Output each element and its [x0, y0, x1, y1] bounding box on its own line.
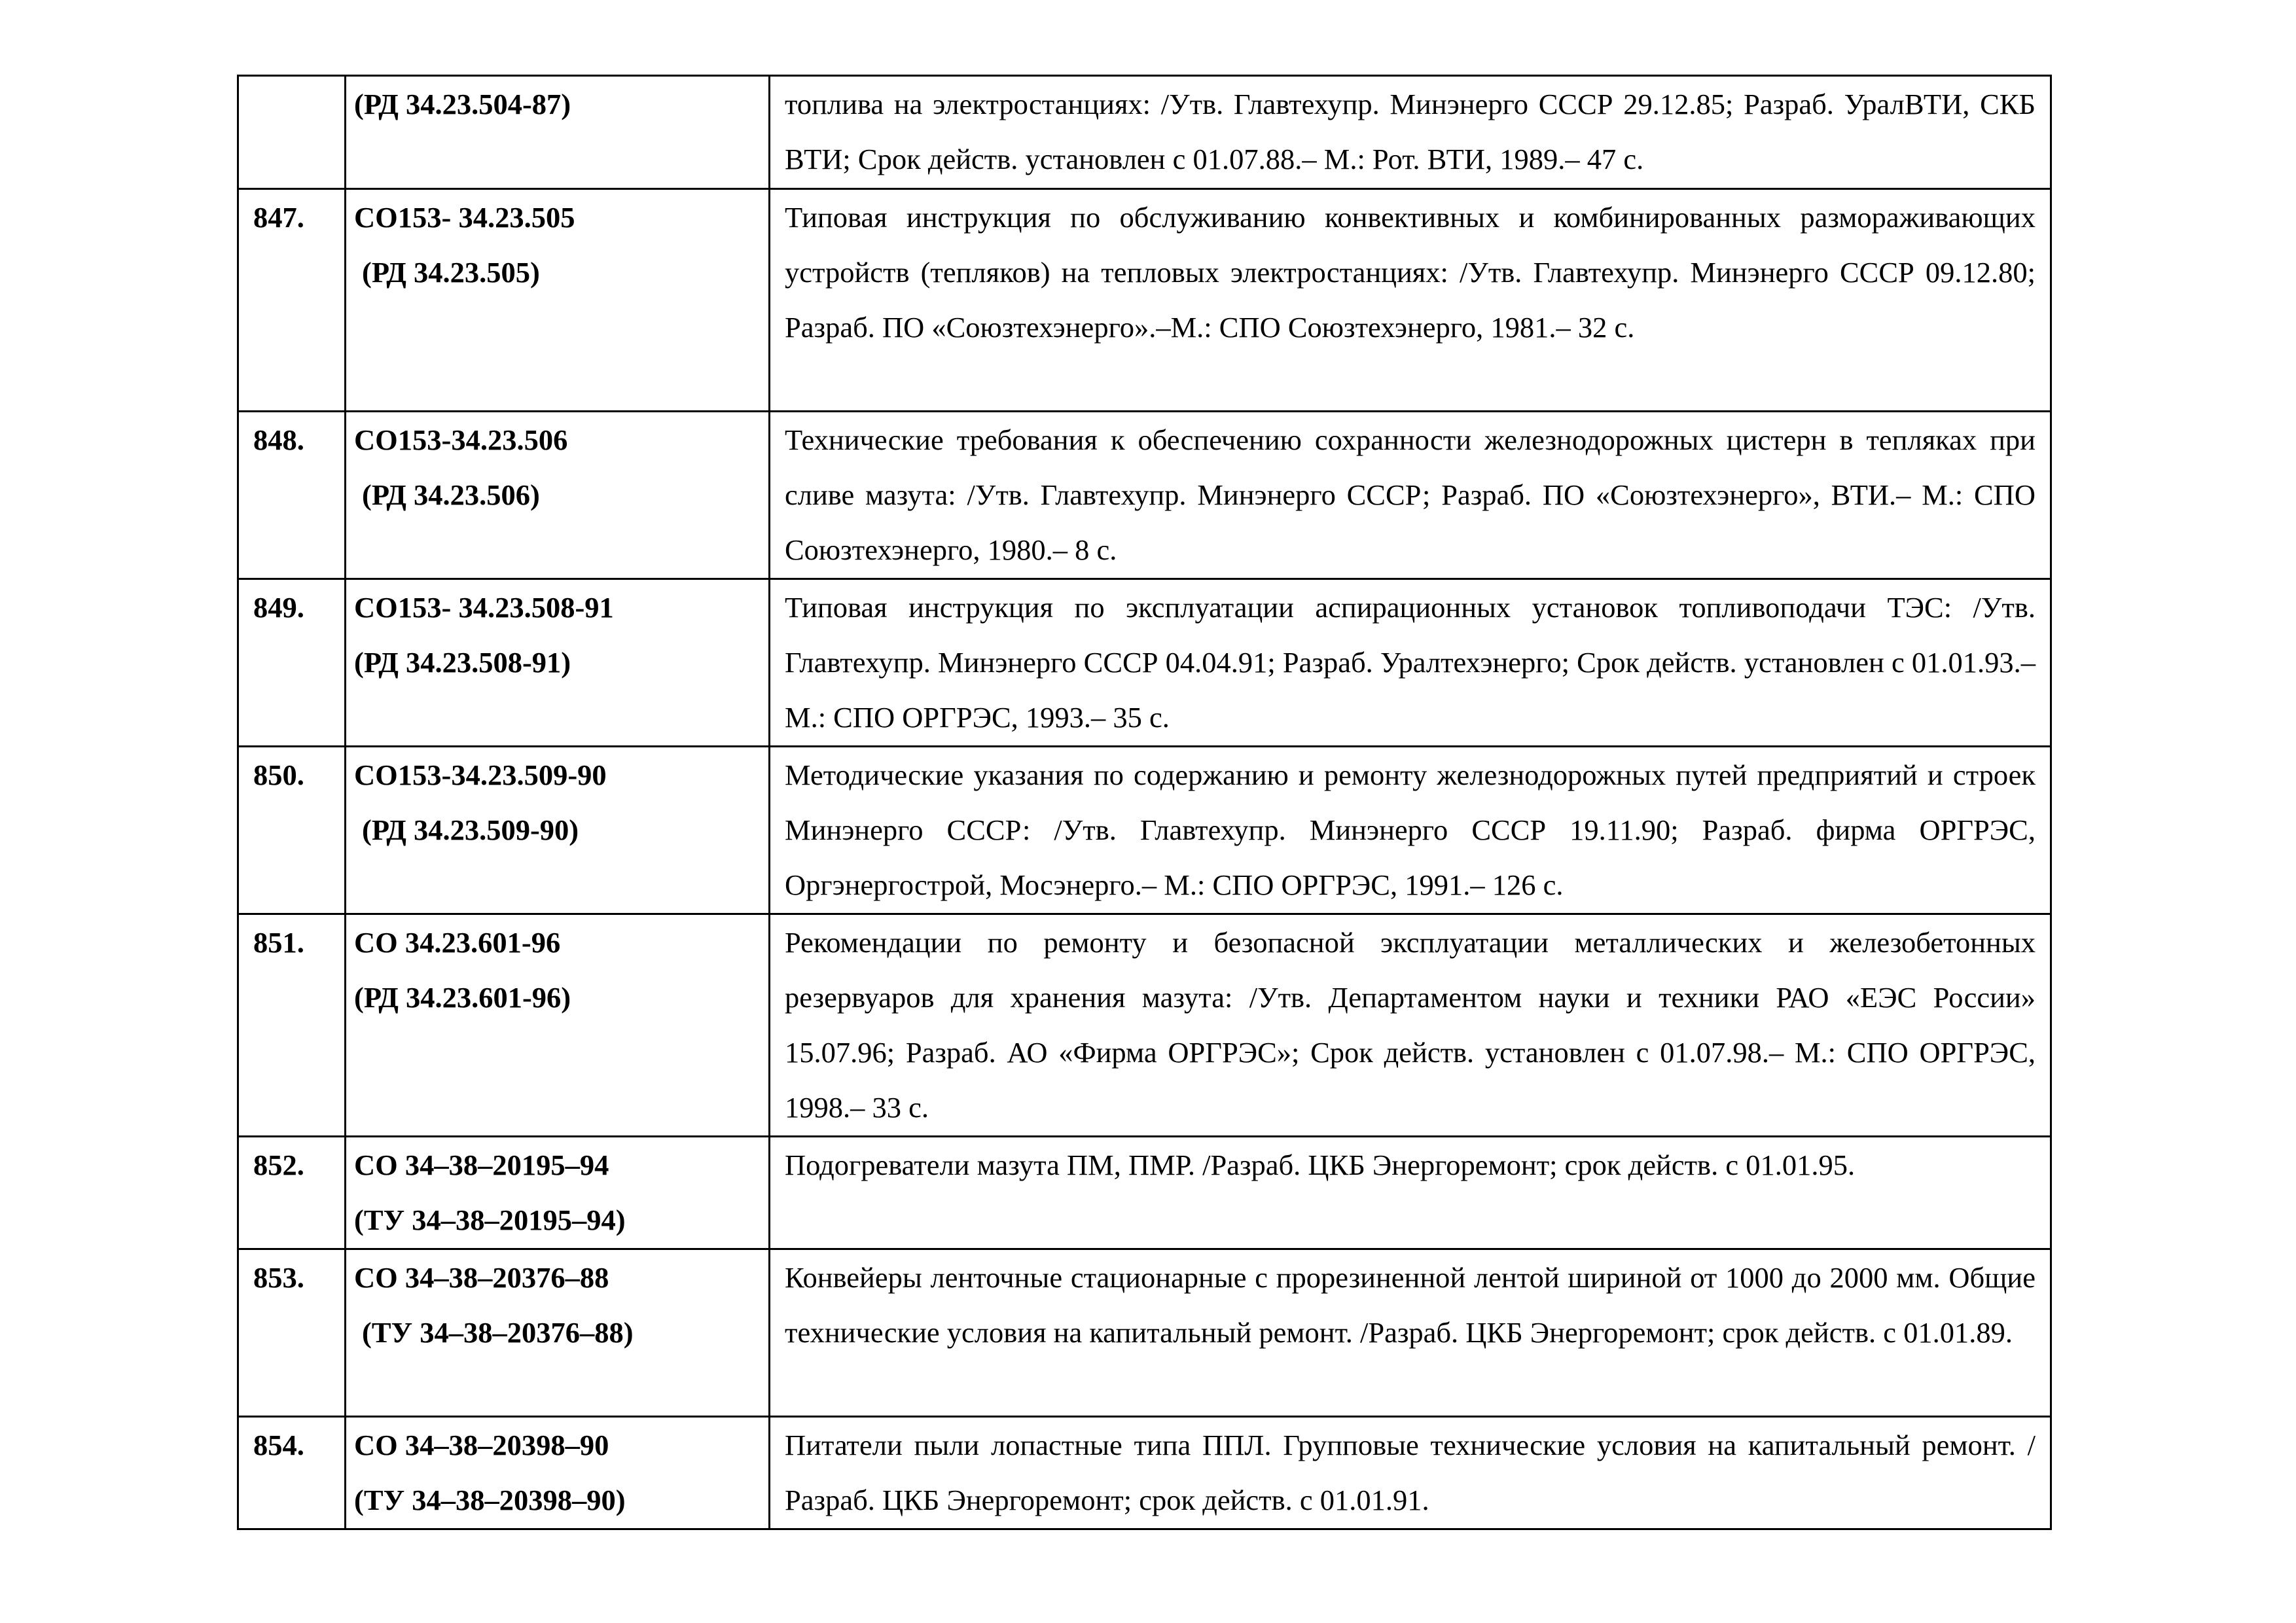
document-code-alt: (РД 34.23.509-90)	[362, 813, 579, 846]
description-text: топлива на электростанциях: /Утв. Главтехупр. Минэнерго СССР 29.12.85; Разраб. УралВТИ, СКБ ВТИ; Срок действ. установлен с 01.07.88.– М.: Рот. ВТИ, 1989.– 47 с.	[785, 88, 2036, 175]
table-row	[238, 747, 2051, 914]
document-code-alt: (ТУ 34–38–20398–90)	[354, 1484, 626, 1516]
document-code-alt: (РД 34.23.508-91)	[354, 646, 571, 679]
table-row	[238, 412, 2051, 579]
document-description	[770, 412, 2051, 579]
description-text: Питатели пыли лопастные типа ППЛ. Групповые технические условия на капитальный ремонт. /Разраб. ЦКБ Энергоремонт; срок действ. с 01.01.91.	[785, 1429, 2036, 1516]
document-code-alt: (ТУ 34–38–20376–88)	[362, 1316, 634, 1349]
document-code: СО 34–38–20195–94	[354, 1149, 609, 1181]
description-text: Конвейеры ленточные стационарные с прорезиненной лентой шириной от 1000 до 2000 мм. Общие технические условия на капитальный ремонт. /Разраб. ЦКБ Энергоремонт; срок действ. с 01.01.89.	[785, 1261, 2036, 1349]
document-code: СО153- 34.23.508-91	[354, 591, 614, 624]
row-number: 854.	[238, 1417, 346, 1529]
table-body	[238, 76, 2051, 1529]
document-code-cell	[346, 914, 770, 1137]
document-code-cell	[346, 1137, 770, 1249]
document-description	[770, 76, 2051, 189]
document-description	[770, 1417, 2051, 1529]
row-number: 852.	[238, 1137, 346, 1249]
document-description	[770, 1249, 2051, 1417]
description-text: Подогреватели мазута ПМ, ПМР. /Разраб. ЦКБ Энергоремонт; срок действ. с 01.01.95.	[785, 1149, 1856, 1181]
standards-table	[237, 75, 2052, 1530]
table-row	[238, 579, 2051, 747]
document-description	[770, 747, 2051, 914]
table-row	[238, 1249, 2051, 1417]
document-code-alt: (РД 34.23.504-87)	[354, 88, 571, 120]
document-code-cell	[346, 1417, 770, 1529]
description-text: Методические указания по содержанию и ремонту железнодорожных путей предприятий и строек Минэнерго СССР: /Утв. Главтехупр. Минэнерго СССР 19.11.90; Разраб. фирма ОРГРЭС, Оргэнергострой, Мосэнерго.– М.: СПО ОРГРЭС, 1991.– 126 с.	[785, 758, 2036, 901]
document-description	[770, 1137, 2051, 1249]
document-code: СО153- 34.23.505	[354, 201, 575, 234]
document-code-cell	[346, 747, 770, 914]
document-code-alt: (РД 34.23.506)	[362, 478, 540, 511]
document-code: СО 34.23.601-96	[354, 926, 561, 959]
row-number: 847.	[238, 189, 346, 412]
row-number: 851.	[238, 914, 346, 1137]
document-code-alt: (РД 34.23.505)	[362, 256, 540, 289]
document-code-cell	[346, 412, 770, 579]
document-description	[770, 189, 2051, 412]
document-code: СО 34–38–20376–88	[354, 1261, 609, 1294]
description-text: Типовая инструкция по обслуживанию конвективных и комбинированных размораживающих устройств (тепляков) на тепловых электростанциях: /Утв. Главтехупр. Минэнерго СССР 09.12.80; Разраб. ПО «Союзтехэнерго».–М.: СПО Союзтехэнерго, 1981.– 32 с.	[785, 201, 2036, 344]
document-code: СО153-34.23.509-90	[354, 758, 607, 791]
row-number: 853.	[238, 1249, 346, 1417]
row-number	[238, 76, 346, 189]
document-code-cell	[346, 1249, 770, 1417]
table-row	[238, 189, 2051, 412]
table-row	[238, 1137, 2051, 1249]
document-description	[770, 579, 2051, 747]
document-code-cell	[346, 579, 770, 747]
row-number: 848.	[238, 412, 346, 579]
description-text: Технические требования к обеспечению сохранности железнодорожных цистерн в тепляках при сливе мазута: /Утв. Главтехупр. Минэнерго СССР; Разраб. ПО «Союзтехэнерго», ВТИ.– М.: СПО Союзтехэнерго, 1980.– 8 с.	[785, 423, 2036, 566]
document-code: СО 34–38–20398–90	[354, 1429, 609, 1461]
table-row	[238, 76, 2051, 189]
table-row	[238, 914, 2051, 1137]
document-description	[770, 914, 2051, 1137]
row-number: 850.	[238, 747, 346, 914]
description-text: Типовая инструкция по эксплуатации аспирационных установок топливоподачи ТЭС: /Утв. Главтехупр. Минэнерго СССР 04.04.91; Разраб. Уралтехэнерго; Срок действ. установлен с 01.01.93.– М.: СПО ОРГРЭС, 1993.– 35 с.	[785, 591, 2036, 734]
document-code-alt: (ТУ 34–38–20195–94)	[354, 1204, 626, 1236]
document-code-cell	[346, 76, 770, 189]
description-text: Рекомендации по ремонту и безопасной эксплуатации металлических и железобетонных резервуаров для хранения мазута: /Утв. Департаментом науки и техники РАО «ЕЭС России» 15.07.96; Разраб. АО «Фирма ОРГРЭС»; Срок действ. установлен с 01.07.98.– М.: СПО ОРГРЭС, 1998.– 33 с.	[785, 926, 2036, 1124]
document-code-cell	[346, 189, 770, 412]
document-code: СО153-34.23.506	[354, 423, 568, 456]
document-code-alt: (РД 34.23.601-96)	[354, 981, 571, 1014]
table-row	[238, 1417, 2051, 1529]
row-number: 849.	[238, 579, 346, 747]
